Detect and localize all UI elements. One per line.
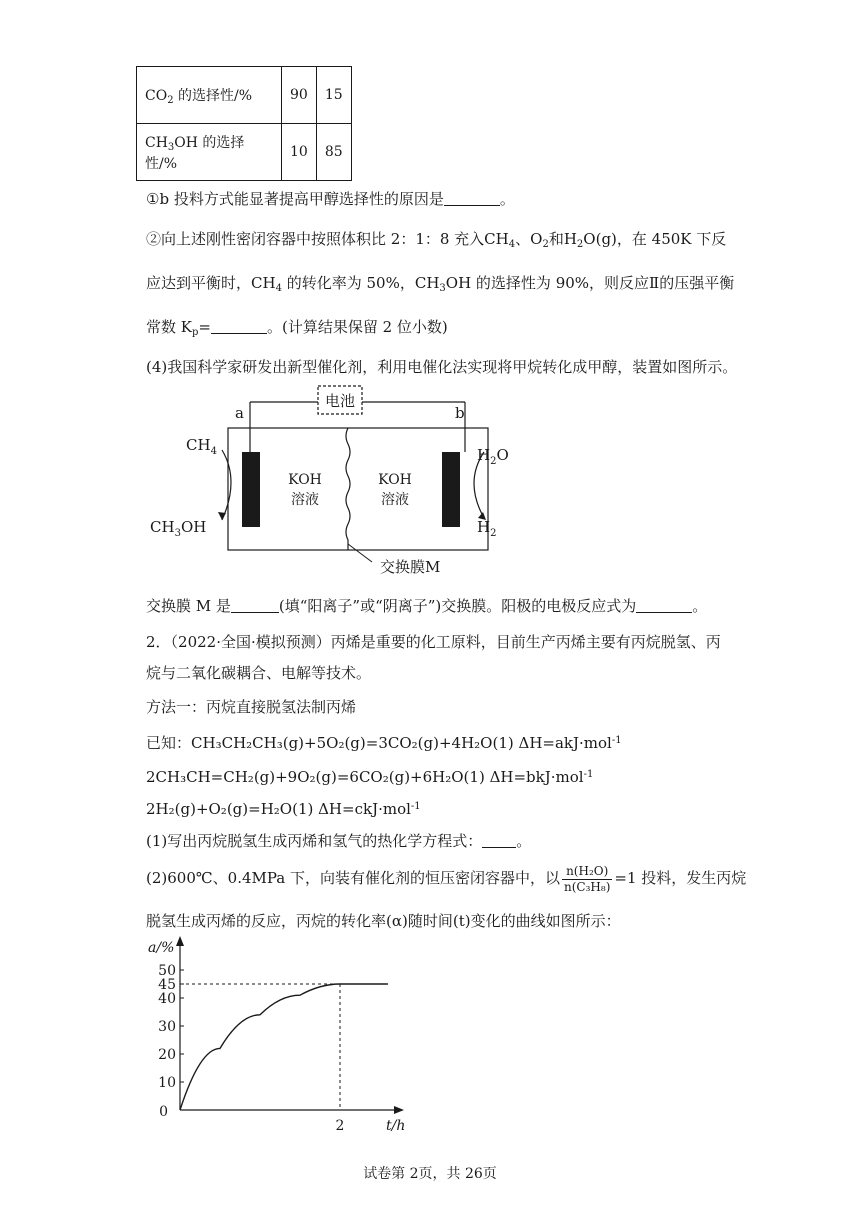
y-tick-label: 45 <box>158 977 176 993</box>
question-3-item-1: ①b 投料方式能显著提高甲醇选择性的原因是 。 <box>146 190 515 208</box>
solution-label-left: 溶液 <box>291 492 319 508</box>
conversion-chart <box>140 930 420 1145</box>
question-3-item-2-line-3: 常数 $K_p=$ 。(计算结果保留 2 位小数) <box>146 318 448 338</box>
ch3oh-label: $CH_3OH$ <box>150 518 207 539</box>
y-axis-arrow-icon <box>176 936 184 946</box>
koh-label-right: KOH <box>378 472 412 488</box>
method-1-heading: 方法一：丙烷直接脱氢法制丙烯 <box>146 698 357 716</box>
exchange-membrane <box>346 428 350 550</box>
arrow-ch4-to-ch3oh <box>222 450 231 520</box>
membrane-label: 交换膜M <box>380 558 441 576</box>
row-label: $CO_2$ 的选择性/% <box>137 67 282 124</box>
cell-value: 85 <box>316 124 351 181</box>
conversion-curve <box>180 984 388 1110</box>
y-tick-label: 30 <box>158 1019 176 1035</box>
y-tick-label: 0 <box>159 1104 168 1120</box>
question-3-item-2-line-2: 应达到平衡时，$CH_4$ 的转化率为 50%，$CH_3OH$ 的选择性为 90%，则反应Ⅱ的压强平衡 <box>146 274 735 294</box>
question-3-item-2-line-1: ②向上述刚性密闭容器中按照体积比 2：1：8 充入$CH_4$、$O_2$和$H_2O(g)$，在 450K 下反 <box>146 230 727 250</box>
answer-blank[interactable] <box>211 319 267 334</box>
subquestion-2-line-2: 脱氢生成丙烯的反应，丙烷的转化率(α)随时间(t)变化的曲线如图所示： <box>146 912 621 930</box>
koh-label-left: KOH <box>288 472 322 488</box>
equation-3: 2H₂(g)+O₂(g)=H₂O(1) ΔH=ckJ·mol$^{-1}$ <box>146 800 421 818</box>
feed-ratio-fraction: $\frac{\text{n(H₂O)}}{\text{n(C₃H₈)}}$ <box>564 863 611 894</box>
equation-1: 已知：CH₃CH₂CH₃(g)+5O₂(g)=3CO₂(g)+4H₂O(1) ΔH=akJ·mol$^{-1}$ <box>146 734 622 752</box>
solution-label-right: 溶液 <box>381 492 409 508</box>
question-4-answer: 交换膜 M 是 (填“阳离子”或“阴离子”)交换膜。阳极的电极反应式为 。 <box>146 597 708 615</box>
table-row <box>137 124 352 181</box>
answer-blank[interactable] <box>444 191 500 206</box>
x-axis-arrow-icon <box>394 1106 404 1114</box>
question-4-text: (4)我国科学家研发出新型催化剂，利用电催化法实现将甲烷转化成甲醇，装置如图所示。 <box>146 358 738 376</box>
answer-blank[interactable] <box>231 598 279 613</box>
electrode-b-label: b <box>455 404 465 422</box>
membrane-pointer <box>348 544 372 562</box>
electrolysis-diagram <box>140 382 509 582</box>
cell-value: 90 <box>282 67 317 124</box>
electrode-b <box>442 452 460 527</box>
x-tick-label: 2 <box>335 1118 345 1134</box>
y-tick-label: 40 <box>158 991 176 1007</box>
answer-blank[interactable] <box>636 598 692 613</box>
battery-label: 电池 <box>324 392 356 410</box>
selectivity-table <box>136 66 352 181</box>
y-tick-label: 20 <box>158 1047 176 1063</box>
y-tick-label: 50 <box>158 963 176 979</box>
subquestion-1: (1)写出丙烷脱氢生成丙烯和氢气的热化学方程式： 。 <box>146 832 532 850</box>
answer-blank[interactable] <box>482 833 516 848</box>
table-row <box>137 67 352 124</box>
question-2-intro-line-1: 2．（2022·全国·模拟预测）丙烯是重要的化工原料，目前生产丙烯主要有丙烷脱氢、丙 <box>146 633 721 651</box>
h2o-label: $H_2O$ <box>477 446 509 467</box>
row-label: $CH_3OH$ 的选择性/% <box>137 124 282 181</box>
arrow-head-icon <box>218 512 226 520</box>
cell-value: 10 <box>282 124 317 181</box>
y-axis-label: a/% <box>148 940 175 956</box>
question-2-intro-line-2: 烷与二氧化碳耦合、电解等技术。 <box>146 664 372 682</box>
x-axis-label: t/h <box>386 1118 406 1134</box>
electrode-a <box>242 452 260 527</box>
cell-value: 15 <box>316 67 351 124</box>
electrode-a-label: a <box>235 404 244 422</box>
equation-2: 2CH₃CH=CH₂(g)+9O₂(g)=6CO₂(g)+6H₂O(1) ΔH=bkJ·mol$^{-1}$ <box>146 768 594 786</box>
ch4-label: $CH_4$ <box>186 436 217 457</box>
page-footer: 试卷第 2页，共 26页 <box>363 1166 497 1182</box>
subquestion-2-line-1: (2)600℃、0.4MPa 下，向装有催化剂的恒压密闭容器中，以 $\frac{\text{n(H₂O)}}{\text{n(C₃H₈)}}$ =1 投料，发生丙烷 <box>146 863 747 894</box>
h2-label: $H_2$ <box>477 518 497 539</box>
y-tick-label: 10 <box>158 1075 176 1091</box>
